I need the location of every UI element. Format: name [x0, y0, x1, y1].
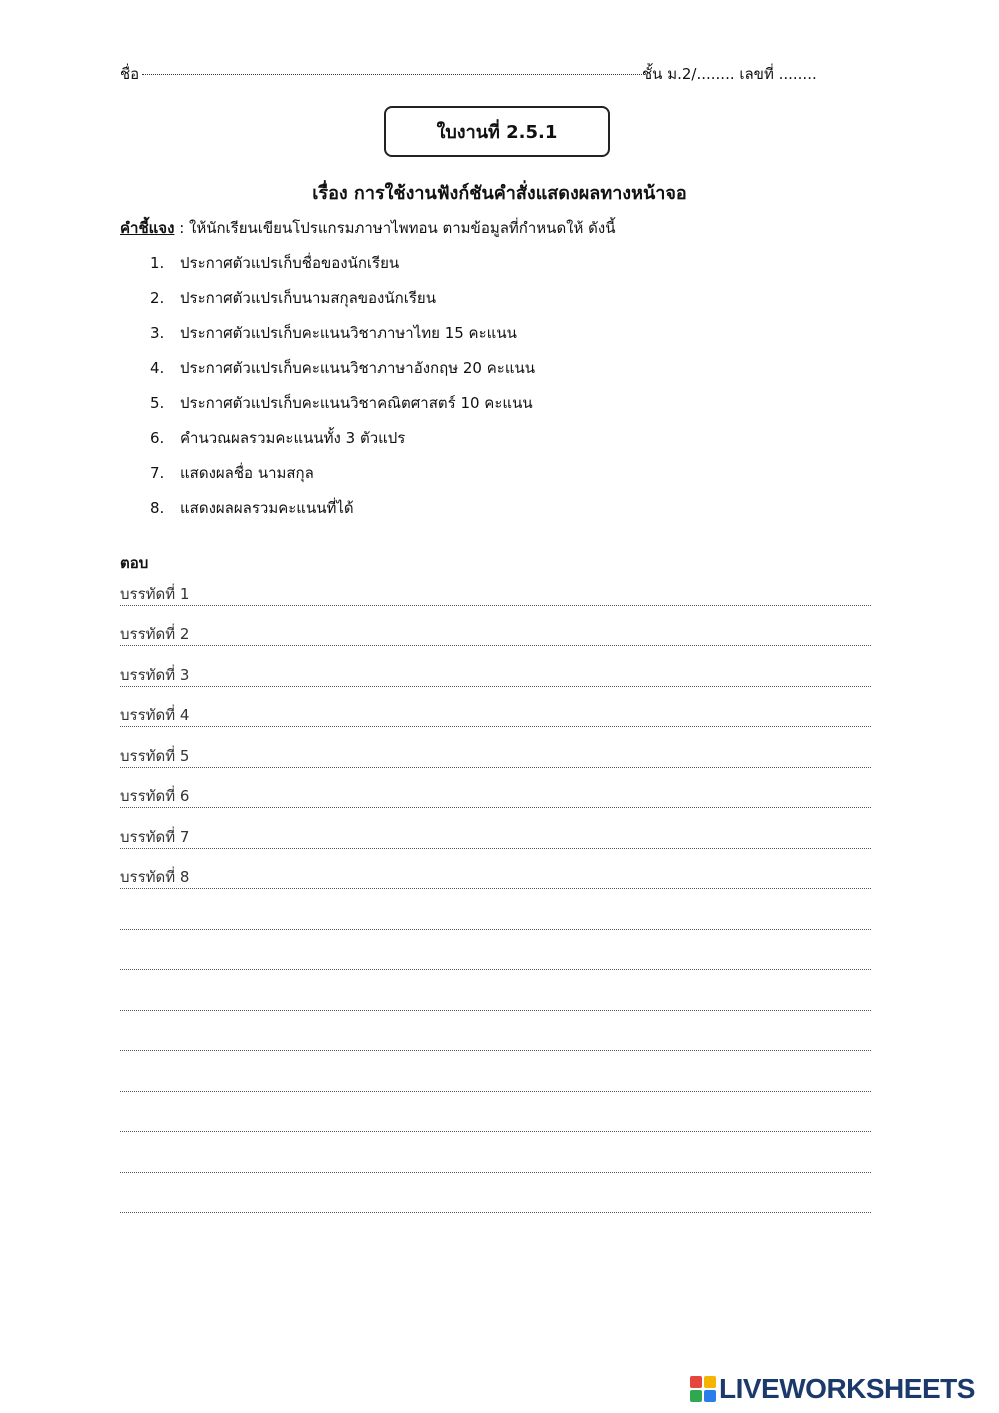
task-number: 7. — [150, 464, 165, 482]
answer-line[interactable] — [120, 907, 871, 930]
task-number: 4. — [150, 359, 165, 377]
task-item — [150, 462, 535, 497]
task-item — [150, 497, 535, 532]
task-item — [150, 392, 535, 427]
answer-line[interactable] — [120, 988, 871, 1011]
task-text: ประกาศตัวแปรเก็บคะแนนวิชาภาษาไทย 15 คะแนน — [180, 324, 517, 342]
task-number: 8. — [150, 499, 165, 517]
liveworksheets-logo — [690, 1374, 975, 1404]
logo-square-blue — [704, 1390, 716, 1402]
task-item — [150, 322, 535, 357]
liveworksheets-logo-text: LIVEWORKSHEETS — [719, 1373, 975, 1404]
worksheet-number-box — [384, 106, 610, 157]
task-text: แสดงผลชื่อ นามสกุล — [180, 464, 314, 482]
answer-line[interactable]: บรรทัดที่ 5 — [120, 745, 871, 768]
task-number: 1. — [150, 254, 165, 272]
answer-line[interactable]: บรรทัดที่ 1 — [120, 583, 871, 606]
logo-square-green — [690, 1390, 702, 1402]
task-text: ประกาศตัวแปรเก็บชื่อของนักเรียน — [180, 254, 400, 272]
task-text: ประกาศตัวแปรเก็บคะแนนวิชาคณิตศาสตร์ 10 คะแนน — [180, 394, 533, 412]
instruction — [120, 216, 615, 240]
worksheet-number: ใบงานที่ 2.5.1 — [436, 122, 558, 143]
name-field[interactable] — [142, 74, 642, 75]
task-item — [150, 287, 535, 322]
logo-square-yellow — [704, 1376, 716, 1388]
task-number: 3. — [150, 324, 165, 342]
instruction-label: คำชี้แจง — [120, 219, 175, 237]
logo-square-red — [690, 1376, 702, 1388]
task-number: 5. — [150, 394, 165, 412]
answer-line[interactable]: บรรทัดที่ 4 — [120, 704, 871, 727]
name-label: ชื่อ — [120, 65, 140, 83]
answer-line[interactable] — [120, 1109, 871, 1132]
answer-line[interactable] — [120, 1028, 871, 1051]
answer-line[interactable] — [120, 947, 871, 970]
answer-line[interactable]: บรรทัดที่ 2 — [120, 623, 871, 646]
answer-label: ตอบ — [120, 554, 149, 572]
task-item — [150, 427, 535, 462]
answer-line[interactable]: บรรทัดที่ 7 — [120, 826, 871, 849]
answer-line[interactable] — [120, 1190, 871, 1213]
task-item — [150, 252, 535, 287]
answer-line[interactable]: บรรทัดที่ 8 — [120, 866, 871, 889]
task-number: 2. — [150, 289, 165, 307]
worksheet-topic: เรื่อง การใช้งานฟังก์ชันคำสั่งแสดงผลทางหน้าจอ — [312, 183, 687, 204]
answer-line[interactable] — [120, 1069, 871, 1092]
task-item — [150, 357, 535, 392]
answer-line[interactable]: บรรทัดที่ 3 — [120, 664, 871, 687]
task-text: ประกาศตัวแปรเก็บนามสกุลของนักเรียน — [180, 289, 436, 307]
instruction-text: : ให้นักเรียนเขียนโปรแกรมภาษาไพทอน ตามข้อมูลที่กำหนดให้ ดังนี้ — [174, 219, 616, 237]
task-list — [150, 252, 535, 532]
task-number: 6. — [150, 429, 165, 447]
task-text: คำนวณผลรวมคะแนนทั้ง 3 ตัวแปร — [180, 429, 406, 447]
class-number-label: ชั้น ม.2/........ เลขที่ ........ — [642, 65, 817, 83]
task-text: ประกาศตัวแปรเก็บคะแนนวิชาภาษาอังกฤษ 20 คะแนน — [180, 359, 535, 377]
answer-line[interactable] — [120, 1150, 871, 1173]
task-text: แสดงผลผลรวมคะแนนที่ได้ — [180, 499, 354, 517]
liveworksheets-logo-icon — [690, 1376, 716, 1402]
answer-line[interactable]: บรรทัดที่ 6 — [120, 785, 871, 808]
